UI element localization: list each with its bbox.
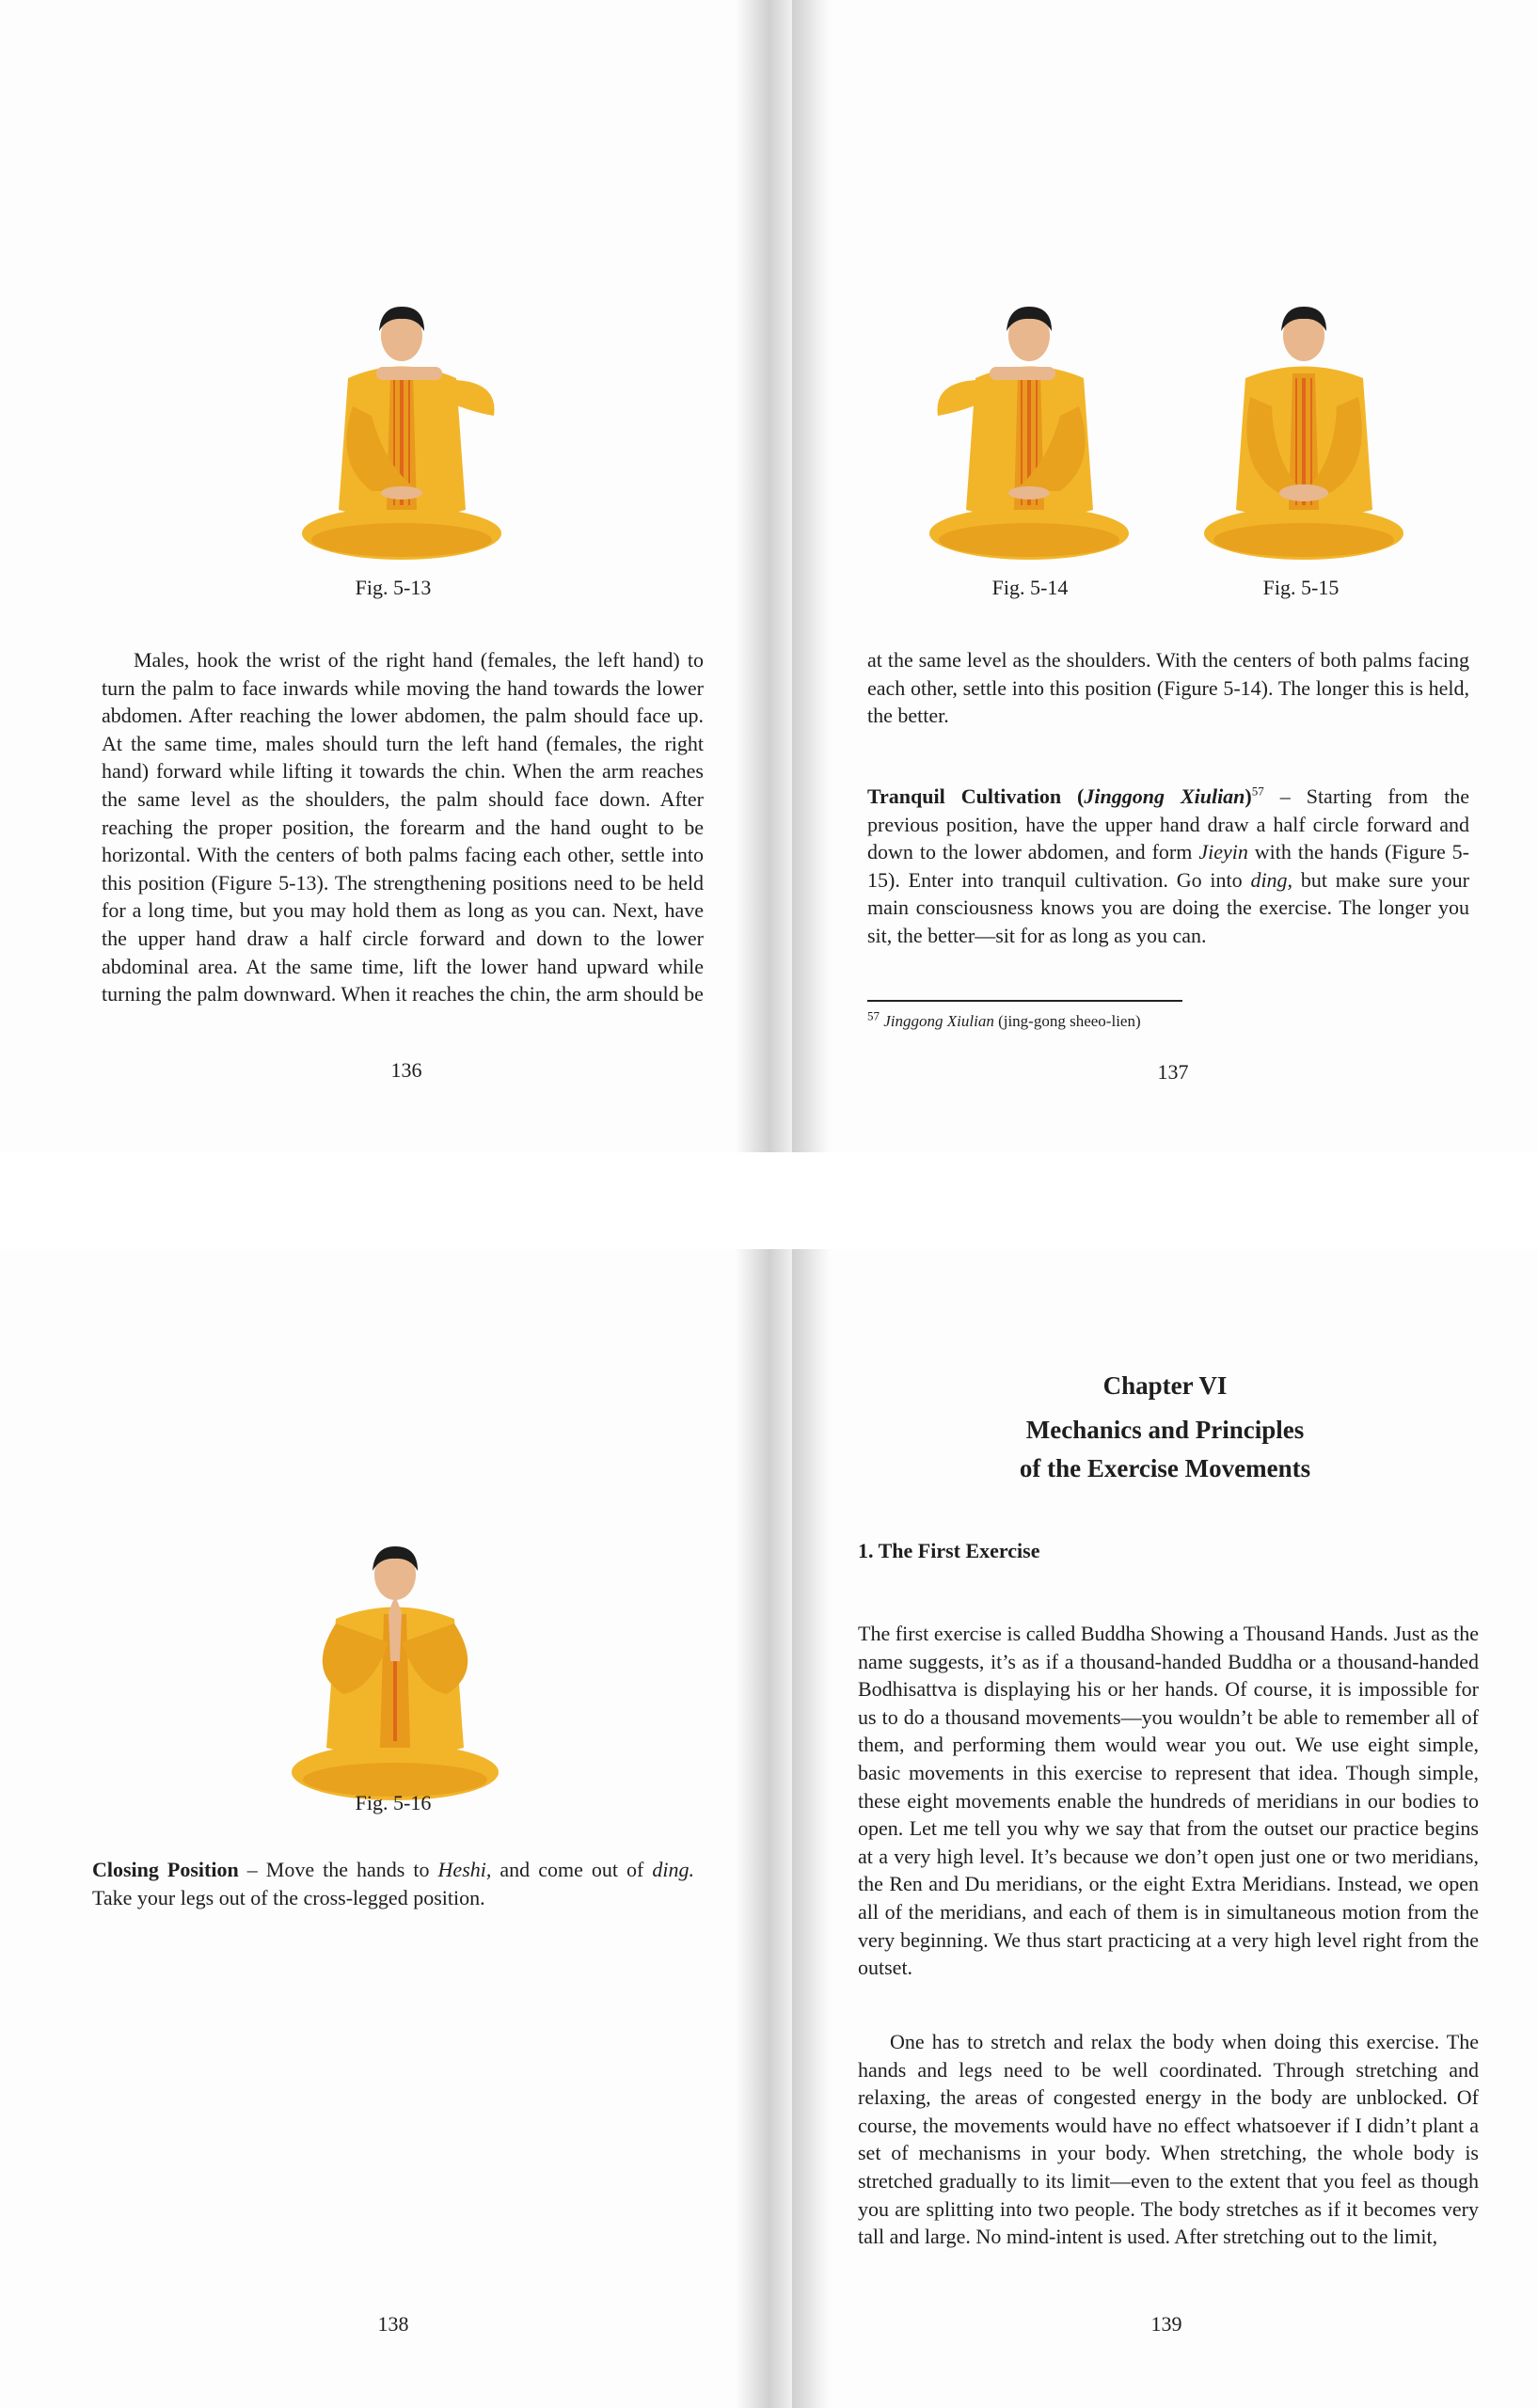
figure-5-14-image [924,293,1135,562]
figure-caption: Fig. 5-15 [1262,576,1340,599]
body-paragraph: Males, hook the wrist of the right hand (females, the left hand) to turn the palm to face inwards while moving the hand towards the lower abdomen. After reaching the lower abdomen, the palm should face up. At the same time, males should turn the left hand (females, the right hand) forward while lifting it towards the chin. When the arm reaches the same level as the shoulders, the palm should face down. After reaching the proper position, the forearm and the hand ought to be horizontal. With the centers of both palms facing each other, settle into this position (Figure 5-13). The strengthening positions need to be held for a long time, but you may hold them as long as you can. Next, have the upper hand draw a half circle forward and down to the lower abdominal area. At the same time, lift the lower hand upward while turning the palm downward. When it reaches the chin, the arm should be [102,648,704,1006]
section-title: 1. The First Exercise [858,1539,1040,1562]
text-run-italic: ding, [1250,867,1293,892]
figure-caption: Fig. 5-13 [355,576,432,599]
section-heading-italic: Jinggong Xiulian [1084,784,1245,808]
text-run: Take your legs out of the cross-legged position. [92,1885,485,1909]
footnote-ref: 57 [1251,784,1264,799]
text-run-italic: Jieyin [1198,840,1248,864]
page-number: 138 [377,2312,409,2336]
body-paragraph: at the same level as the shoulders. With the centers of both palms facing each other, settle into this position (Figure 5-14). The longer this is held, the better. [867,648,1469,728]
body-paragraph: The first exercise is called Buddha Showing a Thousand Hands. Just as the name suggests, it’s as if a thousand-handed Buddha or a thousand-handed Bodhisattva is displaying his or her hands. Of course, it is impossible for us to do a thousand movements—you wouldn’t be able to remember all of them, and performing them would wear you out. We use eight simple, basic movements in this exercise to represent that idea. Though simple, these eight movements enable the hundreds of meridians in our bodies to open. Let me tell you why we say that from the outset our practice begins at a very high level. It’s because we don’t open just one or two meridians, the Ren and Du meridians, or the eight Extra Meridians. Instead, we open all of the meridians, and each of them is in simultaneous motion from the very beginning. We thus start practicing at a very high level right from the outset. [858,1622,1479,1980]
chapter-title-line-2: of the Exercise Movements [1019,1454,1311,1482]
figure-caption: Fig. 5-14 [991,576,1069,599]
footnote-number: 57 [867,1008,880,1023]
body-paragraph [92,1856,694,1911]
footnote-term: Jinggong Xiulian [883,1012,994,1030]
page-139 [792,1249,1538,2408]
footnote-text: (jing-gong sheeo-lien) [993,1012,1141,1030]
spine-shadow [736,0,792,1152]
text-run: with the hands (Figure 5-15). Enter into tranquil cultivation. Go into [867,840,1470,892]
page-138 [0,1249,792,2408]
body-paragraph: One has to stretch and relax the body when doing this exercise. The hands and legs need to be well coordinated. Through stretching and relaxing, the areas of congested energy in the body are unblocked. Of course, the movements would have no effect whatsoever if I didn’t plant a set of mechanisms in your body. When stretching, the whole body is stretched gradually to its limit—even to the extent that you feel as though you are splitting into two people. The body stretches as if it becomes very tall and large. No mind-intent is used. After stretching out to the limit, [858,2030,1479,2249]
figure-caption: Fig. 5-16 [355,1791,432,1814]
spine-shadow [792,0,830,1152]
text-run: – Starting from the previous position, have the upper hand draw a half circle forward and down to the lower abdomen, and form [867,784,1469,864]
figure-5-15-image [1198,293,1410,562]
chapter-number: Chapter VI [1102,1371,1228,1400]
page-137 [792,0,1538,1152]
text-run-italic: Heshi, [437,1858,492,1881]
text-run: and come out of [491,1858,653,1881]
section-heading: Closing Position [92,1858,239,1881]
page-number: 136 [390,1058,422,1082]
page-number: 139 [1150,2312,1182,2336]
footnote [867,1008,1141,1031]
text-run-italic: ding. [652,1858,694,1881]
figure-5-16-image [287,1529,503,1802]
spine-shadow [736,1249,792,2408]
chapter-title-line-1: Mechanics and Principles [1025,1416,1305,1444]
text-run: – Move the hands to [238,1858,438,1881]
section-heading: Tranquil Cultivation ( [867,784,1085,808]
footnote-divider [867,1000,1182,1002]
page-136 [0,0,792,1152]
page-number: 137 [1157,1060,1189,1084]
text-run: but make sure your main consciousness knows you are doing the exercise. The longer you sit, the better—sit for as long as you can. [867,867,1469,947]
body-paragraph [867,783,1469,950]
section-heading-close: ) [1245,784,1252,808]
figure-5-13-image [296,293,508,562]
